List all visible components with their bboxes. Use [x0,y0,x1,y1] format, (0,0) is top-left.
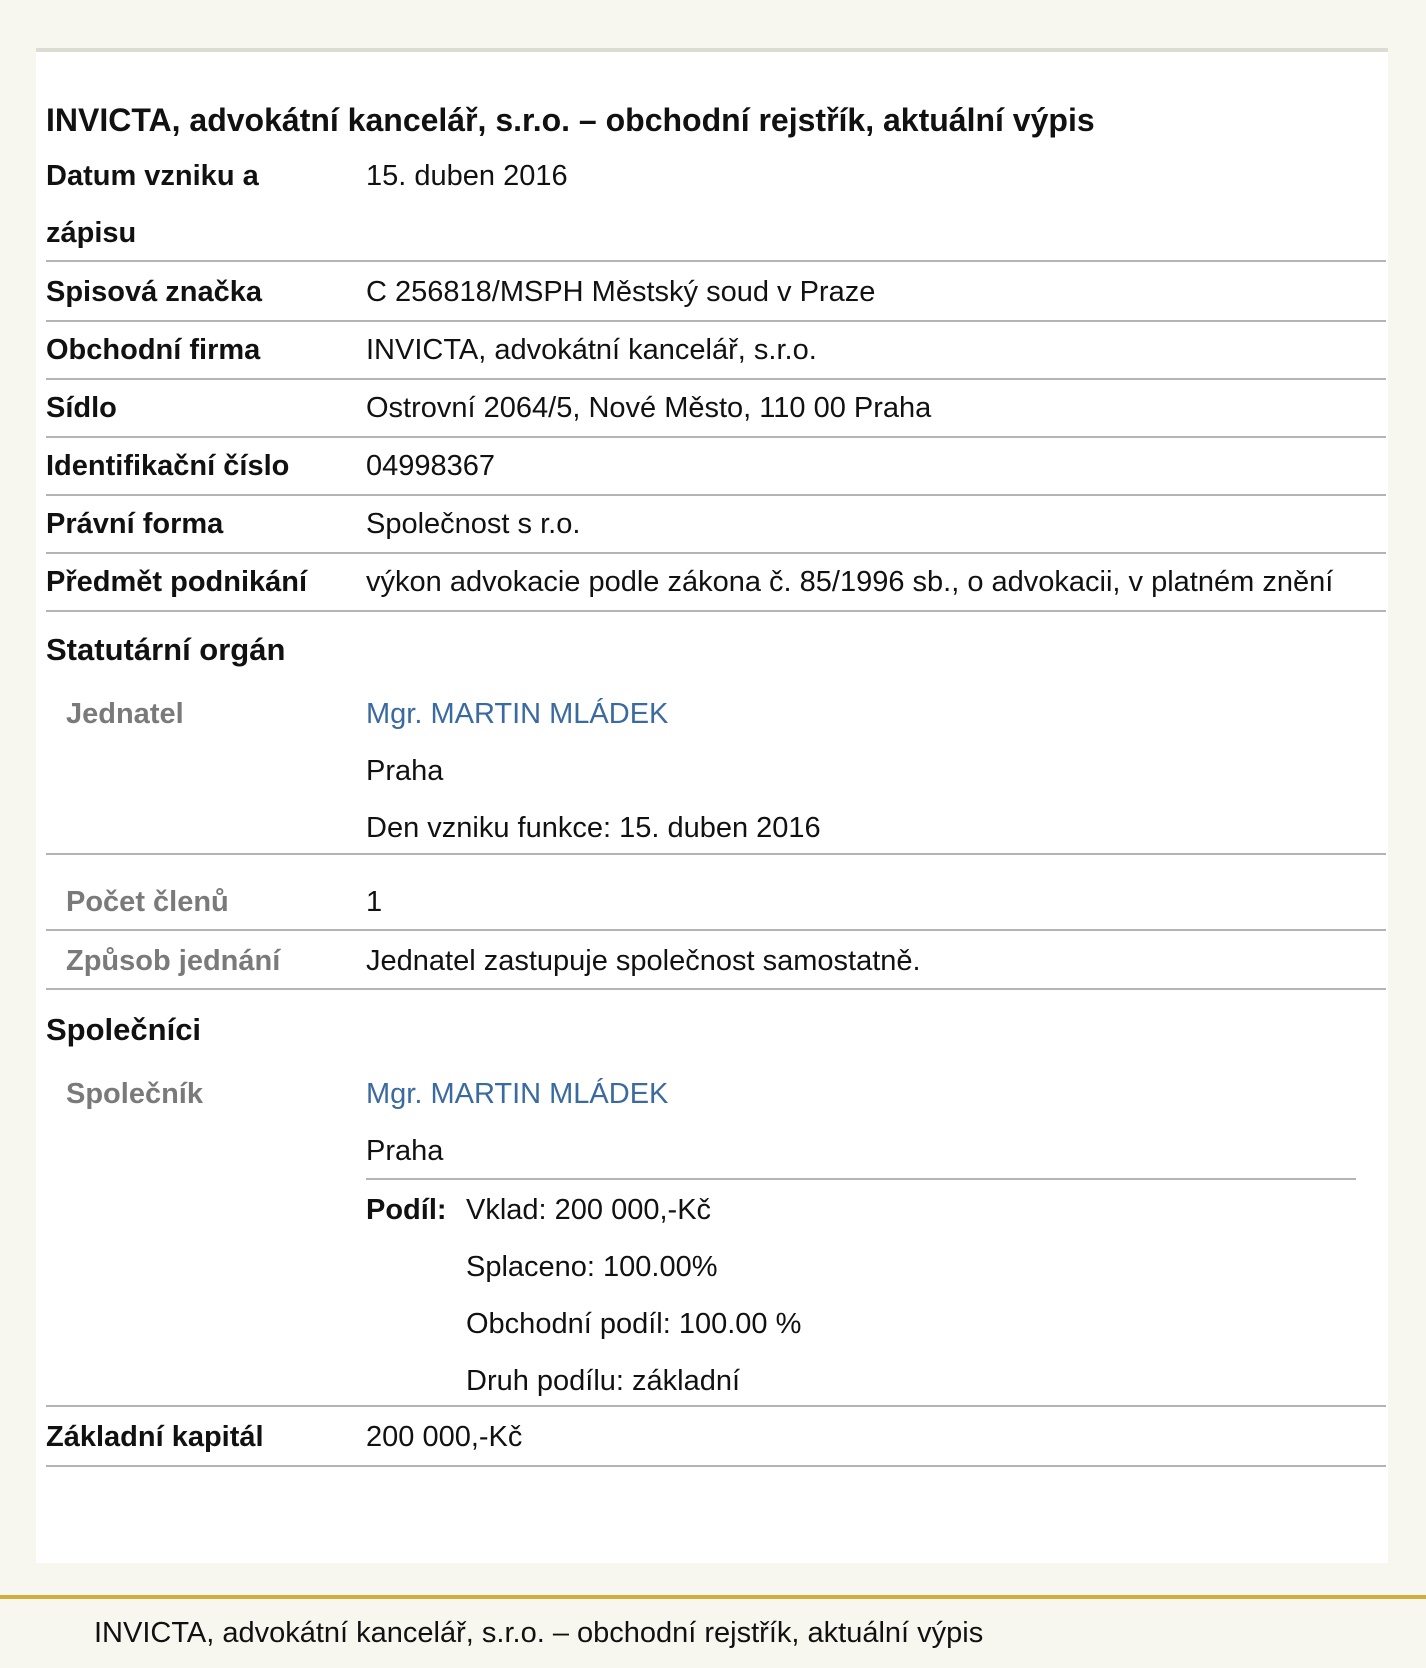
row-value-predmet-podnikani: výkon advokacie podle zákona č. 85/1996 sb., o advokacii, v platném znění [366,566,1334,598]
row-identifikacni-cislo [46,436,1386,496]
row-value-sidlo: Ostrovní 2064/5, Nové Město, 110 00 Praha [366,392,932,424]
row-label-datum-vzniku [46,146,356,260]
row-zakladni-kapital [46,1407,1386,1467]
row-value-jednatel [366,684,821,855]
podil-splaceno: Splaceno: 100.00% [466,1251,718,1283]
page-footer [0,1595,1426,1668]
section-title-statutarni-organ: Statutární orgán [46,632,286,667]
row-value-spisova-znacka: C 256818/MSPH Městský soud v Praze [366,276,876,308]
footer-title: INVICTA, advokátní kancelář, s.r.o. – obchodní rejstřík, aktuální výpis [94,1617,984,1649]
podil-vklad: Vklad: 200 000,-Kč [466,1194,712,1226]
row-pravni-forma [46,494,1386,554]
register-extract-card [36,48,1388,1563]
row-zpusob-jednani [46,931,1386,990]
row-spisova-znacka [46,262,1386,322]
row-datum-vzniku [46,146,1386,262]
spolecnik-city: Praha [366,1135,444,1167]
person-link-spolecnik[interactable]: Mgr. MARTIN MLÁDEK [366,1078,669,1110]
podil-druh: Druh podílu: základní [466,1365,741,1397]
row-value-datum-vzniku: 15. duben 2016 [366,160,568,192]
row-value-pocet-clenu: 1 [366,886,383,918]
row-label-obchodni-firma: Obchodní firma [46,334,261,366]
row-label-jednatel: Jednatel [66,698,184,730]
row-pocet-clenu [46,872,1386,931]
row-label-zakladni-kapital: Základní kapitál [46,1421,264,1453]
row-label-identifikacni-cislo: Identifikační číslo [46,450,290,482]
page-title: INVICTA, advokátní kancelář, s.r.o. – obchodní rejstřík, aktuální výpis [46,102,1095,138]
row-label-predmet-podnikani: Předmět podnikání [46,566,308,598]
row-value-zakladni-kapital: 200 000,-Kč [366,1421,523,1453]
person-link-jednatel[interactable]: Mgr. MARTIN MLÁDEK [366,698,669,730]
row-value-obchodni-firma: INVICTA, advokátní kancelář, s.r.o. [366,334,817,366]
row-label-pocet-clenu: Počet členů [66,886,229,918]
row-predmet-podnikani [46,552,1386,612]
row-label-line-2: zápisu [46,217,137,249]
podil-values [466,1180,801,1408]
row-obchodni-firma [46,320,1386,380]
row-value-zpusob-jednani: Jednatel zastupuje společnost samostatně. [366,945,921,977]
row-label-line-1: Datum vzniku a [46,160,259,192]
row-label-spolecnik: Společník [66,1078,203,1110]
jednatel-city: Praha [366,755,444,787]
podil-obchodni: Obchodní podíl: 100.00 % [466,1308,802,1340]
section-title-spolecnici: Společníci [46,1012,202,1047]
row-value-identifikacni-cislo: 04998367 [366,450,496,482]
row-spolecnik [46,1064,1386,1407]
row-value-pravni-forma: Společnost s r.o. [366,508,581,540]
podil-label: Podíl: [366,1194,447,1226]
row-jednatel [46,684,1386,855]
row-value-spolecnik [366,1064,668,1178]
row-label-sidlo: Sídlo [46,392,117,424]
jednatel-since: Den vzniku funkce: 15. duben 2016 [366,812,821,844]
row-sidlo [46,378,1386,438]
row-label-spisova-znacka: Spisová značka [46,276,262,308]
row-label-zpusob-jednani: Způsob jednání [66,945,281,977]
row-label-pravni-forma: Právní forma [46,508,224,540]
